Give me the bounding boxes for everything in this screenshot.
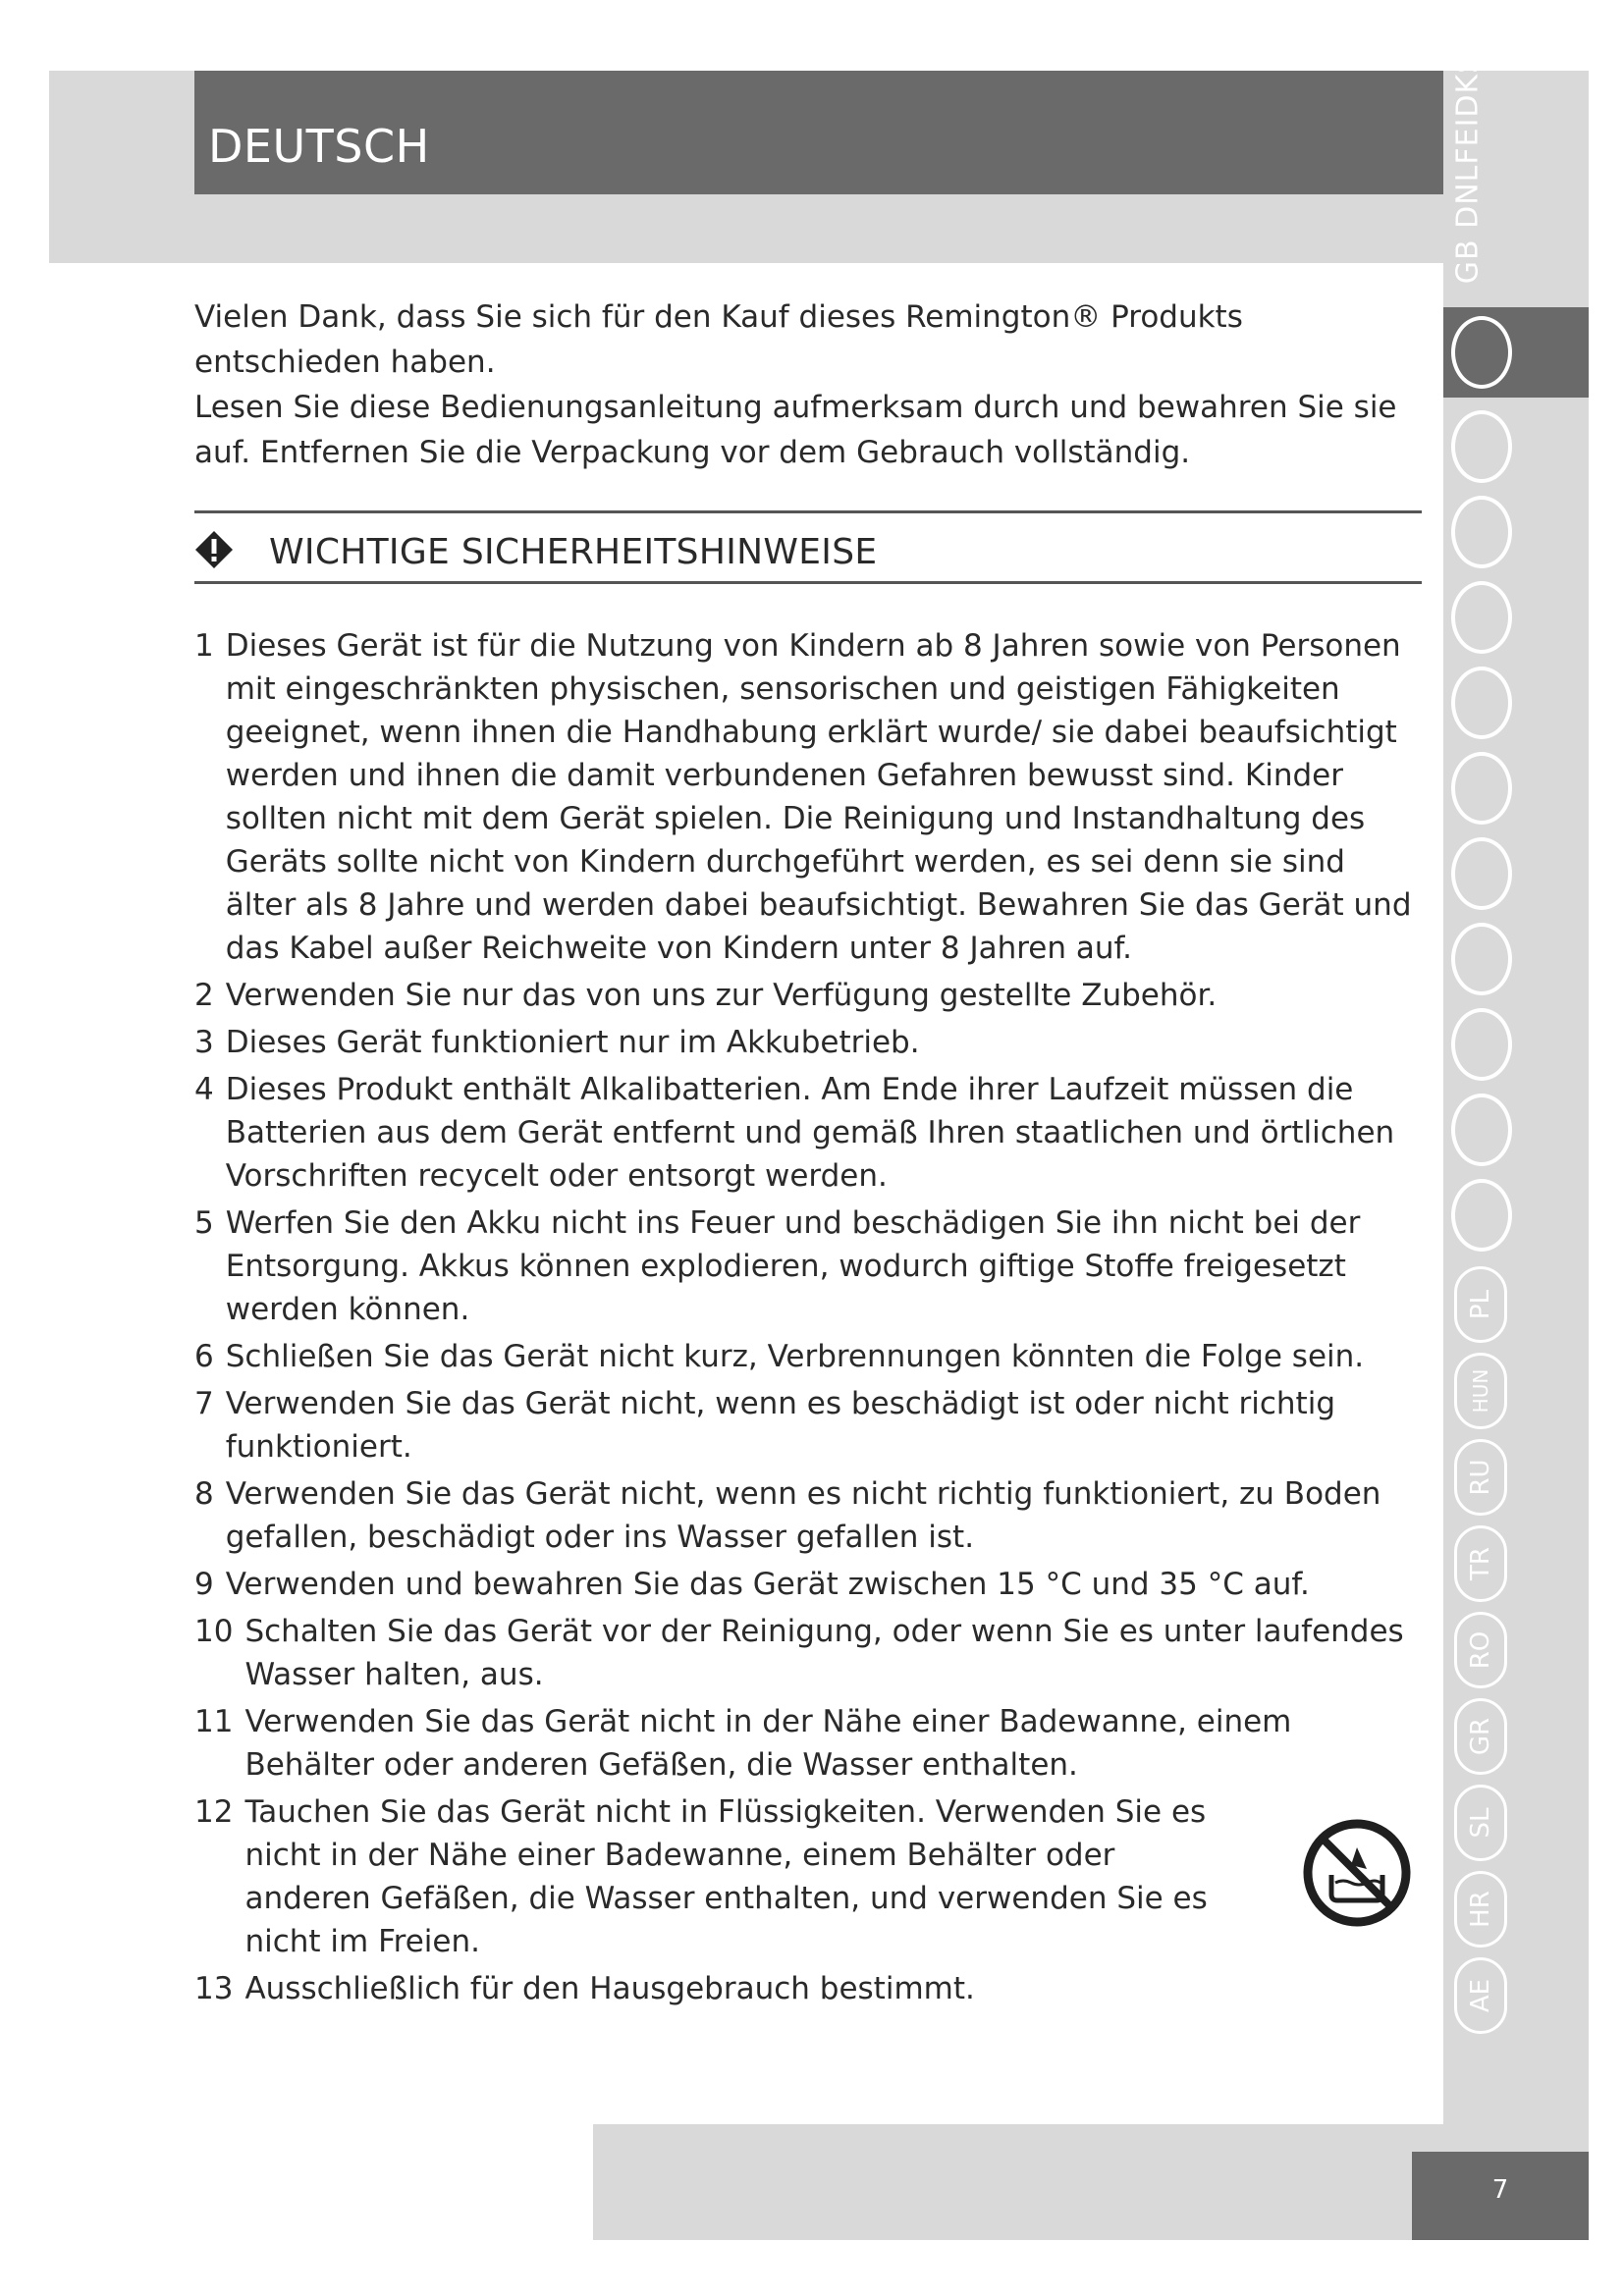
list-item: 4 Dieses Produkt enthält Alkalibatterien. Am Ende ihrer Laufzeit müssen die Batterien aus dem Gerät entfernt und gemäß Ihren staatlichen und örtlichen Vorschriften recycelt oder entsorgt werden. <box>194 1072 1395 1194</box>
language-tab-hr[interactable]: HR <box>1454 1871 1507 1948</box>
list-item: 3 Dieses Gerät funktioniert nur im Akkubetrieb. <box>194 1025 920 1060</box>
page-title-bar <box>194 71 1443 194</box>
language-tab-hun[interactable]: HUN <box>1454 1353 1507 1429</box>
language-tab-blank[interactable] <box>1451 923 1512 995</box>
language-tab-gr[interactable]: GR <box>1454 1698 1507 1775</box>
intro-text <box>194 294 1422 475</box>
language-tab-label[interactable] <box>1445 53 1490 285</box>
list-item: 5 Werfen Sie den Akku nicht ins Feuer und beschädigen Sie ihn nicht bei der Entsorgung. Akkus können explodieren, wodurch giftige Stoffe freigesetzt werden können. <box>194 1205 1361 1327</box>
list-item: 10 Schalten Sie das Gerät vor der Reinigung, oder wenn Sie es unter laufendes Wasser halten, aus. <box>194 1614 1404 1692</box>
language-tab-blank[interactable] <box>1451 496 1512 568</box>
list-item: 13 Ausschließlich für den Hausgebrauch bestimmt. <box>194 1971 975 2006</box>
list-item: 12 Tauchen Sie das Gerät nicht in Flüssigkeiten. Verwenden Sie es nicht in der Nähe einer Badewanne, einem Behälter oder anderen Gefäßen, die Wasser enthalten, und verwenden Sie es nicht im Freien. <box>194 1794 1208 1959</box>
language-tab-sl[interactable]: SL <box>1454 1785 1507 1861</box>
language-tab-blank[interactable] <box>1451 1008 1512 1081</box>
list-item: 8 Verwenden Sie das Gerät nicht, wenn es nicht richtig funktioniert, zu Boden gefallen, beschädigt oder ins Wasser gefallen ist. <box>194 1476 1381 1555</box>
language-tab-blank[interactable] <box>1451 410 1512 483</box>
page-number-box <box>1412 2152 1589 2240</box>
list-item: 7 Verwenden Sie das Gerät nicht, wenn es beschädigt ist oder nicht richtig funktioniert. <box>194 1386 1335 1465</box>
warning-diamond-icon <box>194 530 234 569</box>
safety-list <box>194 624 1422 2014</box>
language-tab-ru[interactable]: RU <box>1454 1439 1507 1516</box>
intro-paragraph: Lesen Sie diese Bedienungsanleitung aufmerksam durch und bewahren Sie sie auf. Entfernen Sie die Verpackung vor dem Gebrauch vollständig. <box>194 390 1397 470</box>
language-tab-label-text: GB DNLFEIDKS <box>1450 53 1486 285</box>
language-tab-blank[interactable] <box>1451 752 1512 825</box>
page-title: DEUTSCH <box>208 120 430 173</box>
divider <box>194 510 1422 513</box>
no-bathtub-water-icon <box>1302 1818 1412 1928</box>
list-item: 2 Verwenden Sie nur das von uns zur Verfügung gestellte Zubehör. <box>194 978 1218 1013</box>
language-tab-blank[interactable] <box>1451 1094 1512 1166</box>
language-tab-blank[interactable] <box>1451 1179 1512 1252</box>
page-number: 7 <box>1491 2175 1509 2205</box>
divider <box>194 581 1422 584</box>
language-tab-blank[interactable] <box>1451 581 1512 654</box>
list-item: 11 Verwenden Sie das Gerät nicht in der Nähe einer Badewanne, einem Behälter oder anderen Gefäßen, die Wasser enthalten. <box>194 1704 1292 1783</box>
list-item: 9 Verwenden und bewahren Sie das Gerät zwischen 15 °C und 35 °C auf. <box>194 1567 1310 1602</box>
intro-paragraph: Vielen Dank, dass Sie sich für den Kauf dieses Remington® Produkts entschieden haben. <box>194 299 1243 380</box>
list-item: 1 Dieses Gerät ist für die Nutzung von Kindern ab 8 Jahren sowie von Personen mit eingeschränkten physischen, sensorischen und geistigen Fähigkeiten geeignet, wenn ihnen die Handhabung erklärt wurde/ sie dabei beaufsichtigt werden und ihnen die damit verbundenen Gefahren bewusst sind. Kinder sollten nicht mit dem Gerät spielen. Die Reinigung und Instandhaltung des Geräts sollte nicht von Kindern durchgeführt werden, es sei denn sie sind älter als 8 Jahre und werden dabei beaufsichtigt. Bewahren Sie das Gerät und das Kabel außer Reichweite von Kindern unter 8 Jahren auf. <box>194 628 1412 966</box>
language-tab-ro[interactable]: RO <box>1454 1612 1507 1688</box>
safety-heading-text: WICHTIGE SICHERHEITSHINWEISE <box>269 532 878 572</box>
language-tab-blank[interactable] <box>1451 667 1512 739</box>
language-tab-ae[interactable]: AE <box>1454 1957 1507 2034</box>
list-item: 6 Schließen Sie das Gerät nicht kurz, Verbrennungen könnten die Folge sein. <box>194 1339 1365 1374</box>
language-tab-de[interactable] <box>1451 316 1512 389</box>
language-tab-tr[interactable]: TR <box>1454 1525 1507 1602</box>
language-tab-blank[interactable] <box>1451 837 1512 910</box>
safety-heading <box>194 526 1422 577</box>
language-tab-pl[interactable]: PL <box>1454 1266 1507 1343</box>
